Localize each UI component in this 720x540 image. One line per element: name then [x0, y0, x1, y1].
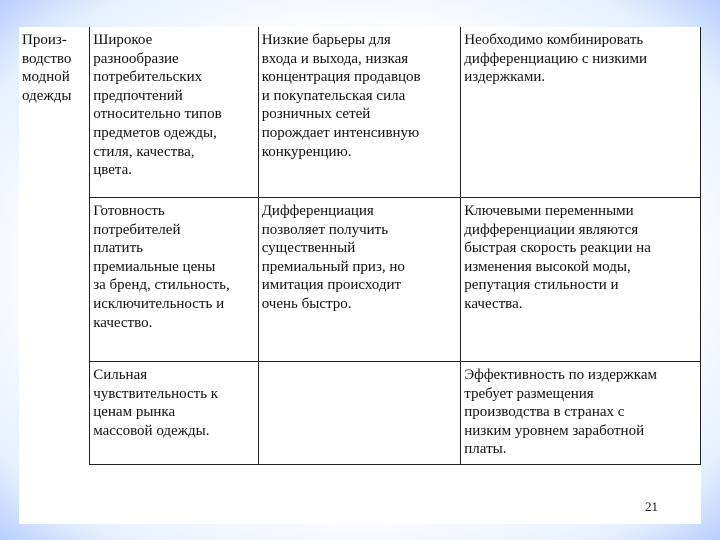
- table-cell: [90, 27, 258, 198]
- table-cell: [258, 198, 461, 362]
- table-cell: [461, 27, 701, 198]
- row-label: Произ- водство модной одежды: [22, 32, 72, 104]
- cell-text: Эффективность по издержкам требует размещения производства в странах с низким уровнем заработной платы.: [464, 367, 657, 458]
- table-cell: [461, 362, 701, 465]
- page-number: 21: [645, 499, 658, 514]
- row-label-cell: [19, 27, 90, 465]
- cell-text: Ключевыми переменными дифференциации являются быстрая скорость реакции на изменения высокой моды, репутация стильности и качества.: [464, 203, 651, 312]
- slide-page: [19, 27, 701, 524]
- cell-text: Дифференциация позволяет получить существенный премиальный приз, но имитация происходит очень быстро.: [261, 203, 405, 312]
- cell-text: Необходимо комбинировать дифференциацию с низкими издержками.: [464, 32, 648, 86]
- table-row: [19, 27, 701, 198]
- table-cell: [90, 198, 258, 362]
- cell-text: Сильная чувствительность к ценам рынка массовой одежды.: [93, 367, 219, 439]
- table-row: [19, 198, 701, 362]
- cell-text: Готовность потребителей платить премиальные цены за бренд, стильность, исключительность и качество.: [93, 203, 230, 331]
- cell-text: Низкие барьеры для входа и выхода, низкая концентрация продавцов и покупательская сила розничных сетей порождает интенсивную конкуренцию.: [261, 32, 421, 160]
- cell-text: Широкое разнообразие потребительских предпочтений относительно типов предметов одежды, стиля, качества, цвета.: [93, 32, 222, 179]
- table-cell: [461, 198, 701, 362]
- table-cell: [258, 27, 461, 198]
- table-cell: [90, 362, 258, 465]
- industry-analysis-table: [19, 27, 701, 465]
- table-cell-empty: [258, 362, 461, 465]
- table-row: [19, 362, 701, 465]
